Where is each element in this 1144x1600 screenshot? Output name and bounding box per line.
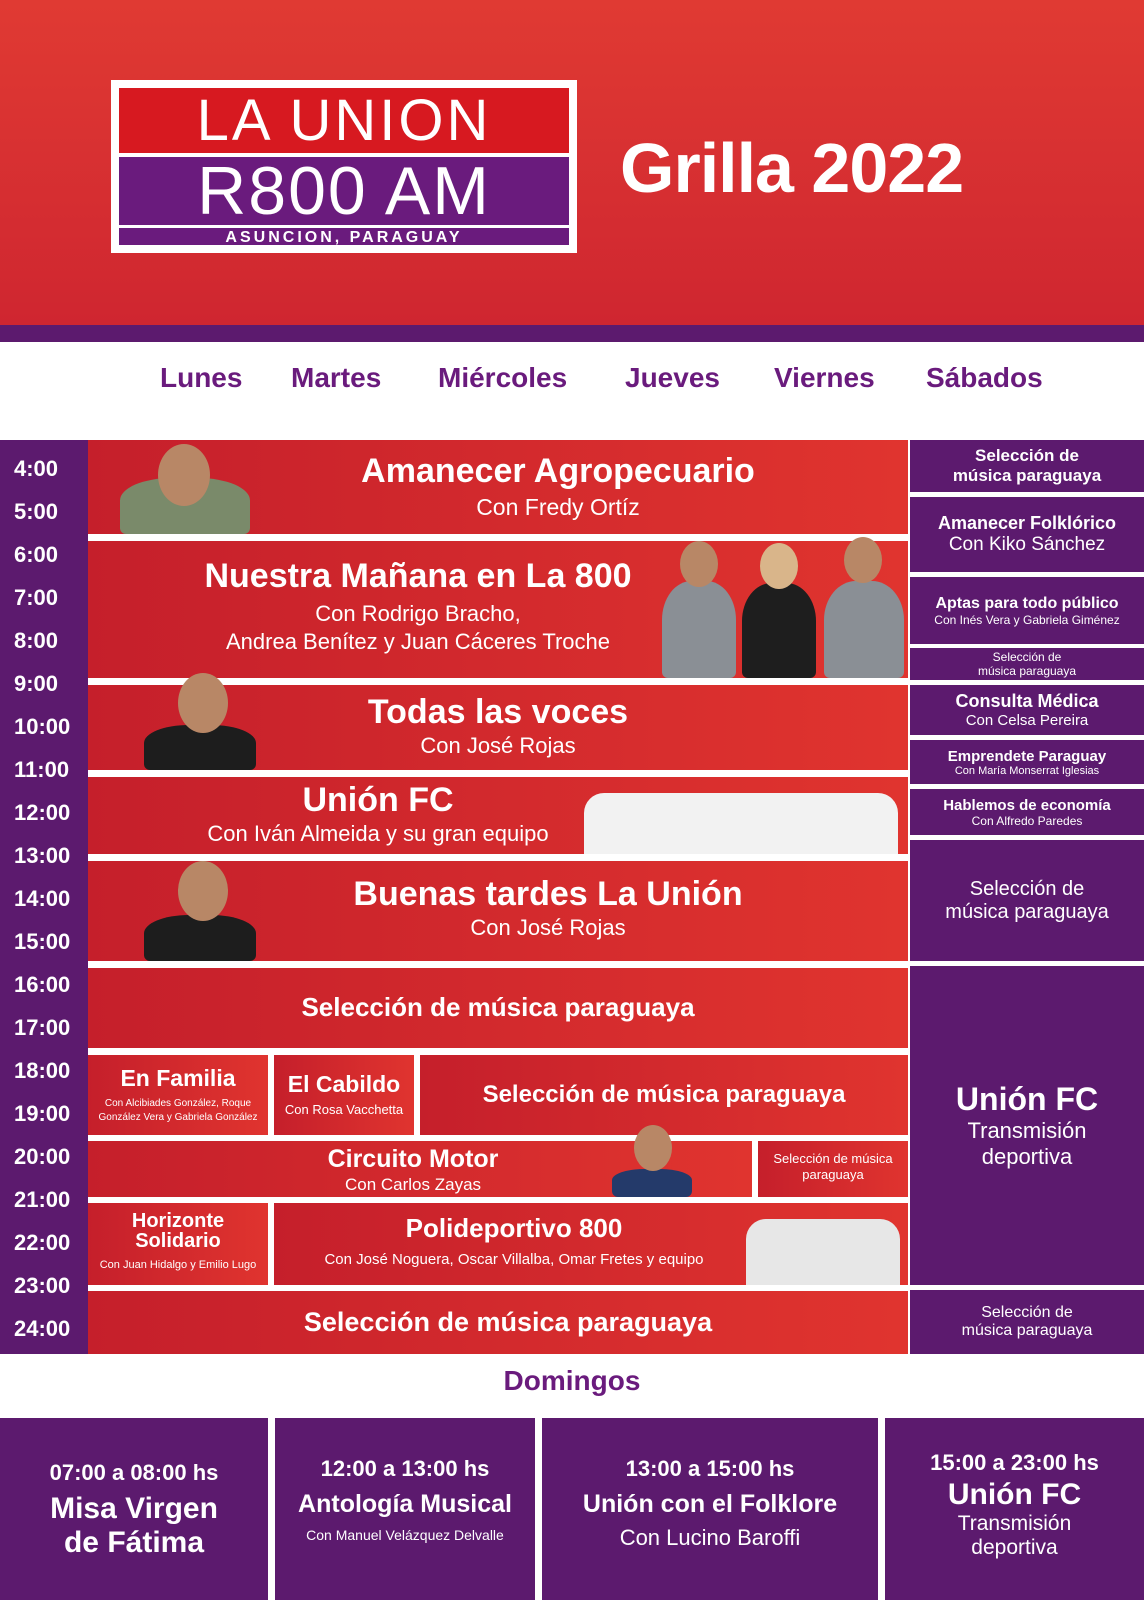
program-todas-las-voces <box>88 685 908 770</box>
day-label-martes: Martes <box>291 362 382 393</box>
program-seleccion-madrugada <box>88 1291 908 1354</box>
program-host: Con Juan Hidalgo y Emilio Lugo <box>99 1259 257 1271</box>
program-title: Buenas tardes La Unión <box>353 875 743 913</box>
time-label: 13:00 <box>14 843 71 868</box>
host-face <box>178 861 228 921</box>
saturday-hablemos-economia <box>910 789 1144 835</box>
program-host: Con Manuel Velázquez Delvalle <box>306 1527 504 1543</box>
day-label-viernes: Viernes <box>774 362 875 393</box>
program-title: Selección de música paraguaya <box>773 1151 893 1182</box>
program-host: Con José Rojas <box>470 915 626 940</box>
saturday-emprendete <box>910 740 1144 784</box>
program-title: Circuito Motor <box>327 1145 499 1173</box>
program-amanecer-agropecuario <box>88 440 908 534</box>
time-label: 23:00 <box>14 1273 71 1298</box>
host-face <box>760 543 798 589</box>
program-polideportivo <box>274 1203 908 1285</box>
program-line: Selección de <box>981 1304 1073 1321</box>
program-title: Unión FC <box>955 1081 1099 1117</box>
time-label: 11:00 <box>14 757 70 782</box>
day-label-jueves: Jueves <box>625 362 720 393</box>
program-time: 07:00 a 08:00 hs <box>49 1460 219 1485</box>
program-host: Con Alcibiades González, Roque González Vera y Gabriela González <box>98 1098 258 1123</box>
program-host: Con Alfredo Paredes <box>971 813 1083 828</box>
time-label: 17:00 <box>14 1015 71 1040</box>
program-line: deportiva <box>971 1536 1058 1559</box>
program-host: Con Celsa Pereira <box>965 712 1089 729</box>
saturday-union-fc <box>910 966 1144 1285</box>
time-label: 21:00 <box>14 1187 71 1212</box>
program-title: Polideportivo 800 <box>405 1213 623 1243</box>
time-label: 18:00 <box>14 1058 71 1083</box>
time-label: 19:00 <box>14 1101 71 1126</box>
time-label: 12:00 <box>14 800 71 825</box>
program-title: Selección de música paraguaya <box>482 1081 846 1108</box>
page-title: Grilla 2022 <box>620 129 964 207</box>
program-title-line1: Misa Virgen <box>50 1492 218 1525</box>
program-title: Selección de música paraguaya <box>303 1307 713 1337</box>
program-title-line2: Solidario <box>135 1230 221 1252</box>
program-host: Con Lucino Baroffi <box>619 1525 801 1550</box>
station-logo <box>111 80 577 253</box>
sunday-label: Domingos <box>503 1365 641 1396</box>
logo-panel <box>119 153 569 246</box>
program-title: Amanecer Folklórico <box>937 513 1117 533</box>
time-label: 7:00 <box>14 585 59 610</box>
program-title: Unión FC <box>302 781 454 819</box>
program-host: Con José Rojas <box>420 733 576 758</box>
logo-city: ASUNCION, PARAGUAY <box>119 225 569 247</box>
time-label: 5:00 <box>14 499 59 524</box>
program-seleccion-tarde <box>88 968 908 1048</box>
logo-line1: LA UNION <box>119 88 569 153</box>
program-title: Amanecer Agropecuario <box>361 452 755 490</box>
sunday-union-fc <box>885 1418 1144 1600</box>
time-label: 14:00 <box>14 886 71 911</box>
program-title: El Cabildo <box>287 1071 401 1097</box>
program-line: música paraguaya <box>977 664 1077 678</box>
saturday-amanecer-folklorico <box>910 497 1144 572</box>
team-photo <box>584 793 898 854</box>
host-photo <box>742 583 816 678</box>
program-line: Selección de <box>992 650 1062 664</box>
saturday-consulta-medica <box>910 685 1144 735</box>
program-title: Todas las voces <box>367 693 629 731</box>
host-face <box>158 444 210 506</box>
host-photo <box>824 581 904 678</box>
logo-line2: R800 AM <box>197 153 491 229</box>
host-face <box>680 541 718 587</box>
program-time: 12:00 a 13:00 hs <box>320 1456 490 1481</box>
time-label: 24:00 <box>14 1316 71 1341</box>
program-title: Unión FC <box>947 1478 1082 1511</box>
sunday-misa <box>0 1418 268 1600</box>
program-time: 13:00 a 15:00 hs <box>625 1456 795 1481</box>
program-title: Nuestra Mañana en La 800 <box>204 557 632 595</box>
program-line: Transmisión <box>967 1118 1087 1143</box>
program-host: Con Fredy Ortíz <box>476 494 640 520</box>
program-time: 15:00 a 23:00 hs <box>930 1450 1099 1475</box>
program-host: Con María Monserrat Iglesias <box>954 764 1100 777</box>
program-line: Selección de <box>975 446 1079 465</box>
program-line: Transmisión <box>957 1512 1072 1535</box>
host-photo <box>144 915 256 961</box>
host-face <box>178 673 228 733</box>
time-label: 4:00 <box>14 456 59 481</box>
program-line: música paraguaya <box>961 1322 1093 1339</box>
time-label: 10:00 <box>14 714 71 739</box>
day-label-miercoles: Miércoles <box>438 362 568 393</box>
program-host: Con José Noguera, Oscar Villalba, Omar Fretes y equipo <box>324 1251 704 1268</box>
time-label: 15:00 <box>14 929 71 954</box>
program-nuestra-manana <box>88 541 908 678</box>
header-divider <box>0 325 1144 342</box>
program-host: Con Iván Almeida y su gran equipo <box>207 821 549 846</box>
time-label: 16:00 <box>14 972 71 997</box>
program-title: En Familia <box>120 1065 236 1091</box>
team-photo <box>746 1219 900 1285</box>
day-label-sabados: Sábados <box>926 362 1043 393</box>
saturday-seleccion-2 <box>910 648 1144 680</box>
saturday-seleccion-4 <box>910 1290 1144 1354</box>
program-title: Consulta Médica <box>955 691 1099 711</box>
program-title-line1: Horizonte <box>131 1210 225 1232</box>
program-el-cabildo <box>274 1055 414 1135</box>
program-line: música paraguaya <box>952 466 1102 485</box>
program-title: Unión con el Folklore <box>582 1490 838 1518</box>
program-host: Con Rodrigo Bracho, <box>315 601 521 626</box>
program-circuito-motor <box>88 1141 752 1197</box>
program-horizonte-solidario <box>88 1203 268 1285</box>
time-label: 6:00 <box>14 542 59 567</box>
program-host: Con Rosa Vacchetta <box>284 1102 404 1117</box>
time-label: 8:00 <box>14 628 59 653</box>
program-title: Selección de música paraguaya <box>301 992 695 1022</box>
saturday-seleccion-3 <box>910 840 1144 961</box>
time-label: 20:00 <box>14 1144 71 1169</box>
program-buenas-tardes <box>88 861 908 961</box>
program-seleccion-small <box>758 1141 908 1197</box>
program-host: Con Kiko Sánchez <box>948 534 1106 555</box>
host-photo <box>662 581 736 678</box>
time-label: 9:00 <box>14 671 59 696</box>
program-title-line2: de Fátima <box>63 1526 205 1559</box>
saturday-aptas <box>910 577 1144 644</box>
host-photo <box>612 1169 692 1197</box>
program-union-fc <box>88 777 908 854</box>
program-title: Hablemos de economía <box>943 796 1111 814</box>
program-seleccion-noche <box>420 1055 908 1135</box>
program-line: Selección de <box>969 877 1085 900</box>
program-host: Con Carlos Zayas <box>344 1175 482 1194</box>
host-face <box>634 1125 672 1171</box>
day-label-lunes: Lunes <box>160 362 243 393</box>
saturday-seleccion-1 <box>910 440 1144 492</box>
program-host: Andrea Benítez y Juan Cáceres Troche <box>226 629 610 654</box>
program-en-familia <box>88 1055 268 1135</box>
sunday-folklore <box>542 1418 878 1600</box>
program-title: Aptas para todo público <box>935 594 1119 612</box>
host-face <box>844 537 882 583</box>
sunday-antologia <box>275 1418 535 1600</box>
program-line: música paraguaya <box>945 900 1109 923</box>
program-title: Emprendete Paraguay <box>947 747 1107 765</box>
time-label: 22:00 <box>14 1230 71 1255</box>
program-line: deportiva <box>981 1144 1073 1169</box>
program-host: Con Inés Vera y Gabriela Giménez <box>934 612 1120 627</box>
program-title: Antología Musical <box>298 1490 512 1518</box>
